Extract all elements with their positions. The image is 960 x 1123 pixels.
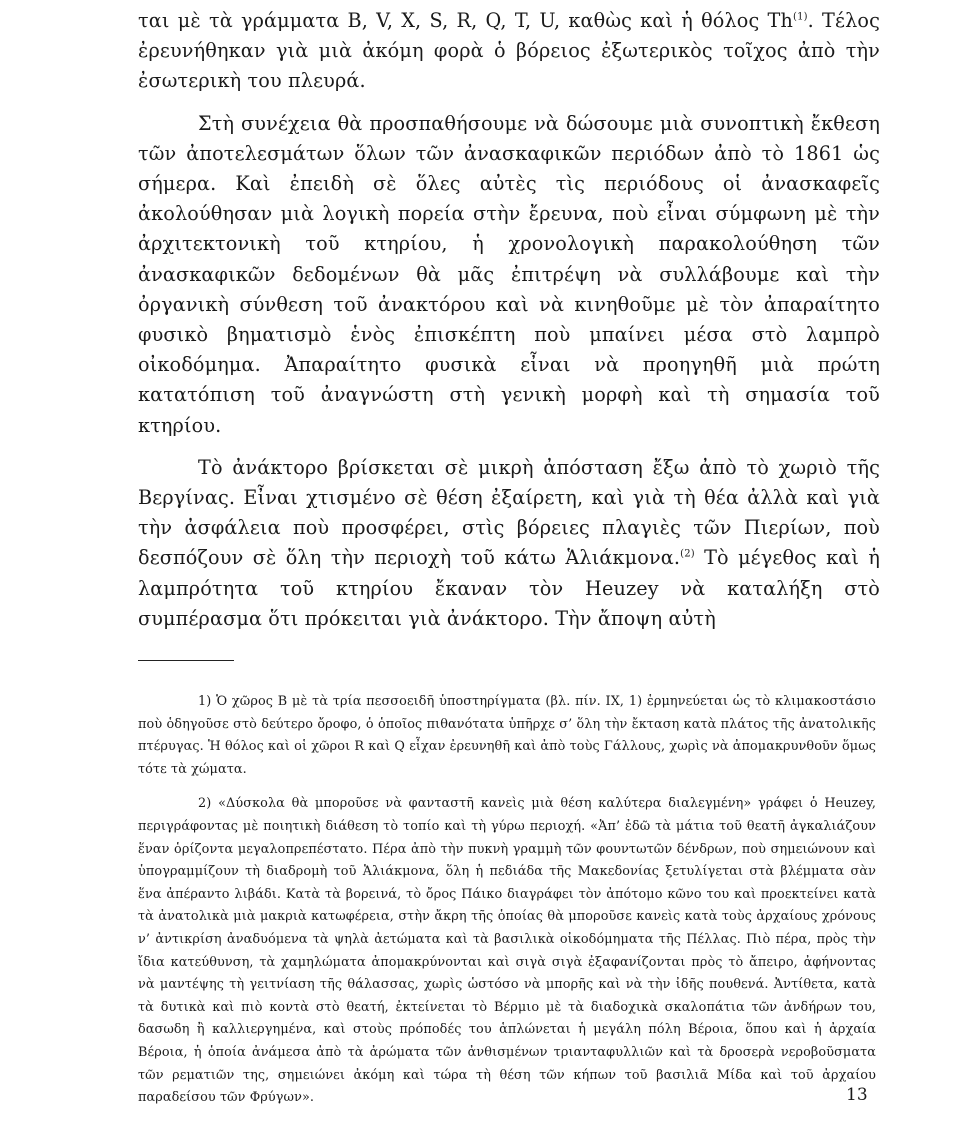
footnote-separator [138, 660, 234, 661]
paragraph-3 [138, 453, 880, 634]
page-number: 13 [846, 1085, 868, 1105]
footnote-ref-1[interactable]: (1) [793, 11, 808, 23]
paragraph-1 [138, 6, 880, 97]
page [138, 6, 880, 1110]
paragraph-3-text: Τὸ ἀνάκτορο βρίσκεται σὲ μικρὴ ἀπόσταση ἔξω ἀπὸ τὸ χωριὸ τῆς Βεργίνας. Εἶναι χτισμένο σὲ θέση ἐξαίρετη, καὶ γιὰ τὴ θέα ἀλλὰ καὶ γιὰ τὴν ἀσφάλεια ποὺ προσφέρει, στὶς βόρειες πλαγιὲς τῶν Πιερίων, ποὺ δεσπόζουν σὲ ὅλη τὴν περιοχὴ τοῦ κάτω Ἁλιάκμονα. [138, 455, 880, 570]
footnotes [138, 691, 876, 1110]
footnote-1: 1) Ὁ χῶρος B μὲ τὰ τρία πεσσοειδῆ ὑποστηρίγματα (βλ. πίν. IX, 1) ἑρμηνεύεται ὡς τὸ κλιμακοστάσιο ποὺ ὁδηγοῦσε στὸ δεύτερο ὄροφο, ὁ ὁποῖος πιθανότατα ὑπῆρχε σ’ ὅλη τὴν ἔκταση κατὰ πλάτος τῆς ἀνατολικῆς πτέρυγας. Ἡ θόλος καὶ οἱ χῶροι R καὶ Q εἶχαν ἐρευνηθῆ καὶ ἀπὸ τοὺς Γάλλους, χωρὶς νὰ ἀπομακρυνθοῦν ὅμως τότε τὰ χώματα. [138, 694, 876, 777]
footnote-2: 2) «Δύσκολα θὰ μποροῦσε νὰ φανταστῆ κανεὶς μιὰ θέση καλύτερα διαλεγμένη» γράφει ὁ Heuzey, περιγράφοντας μὲ ποιητικὴ διάθεση τὸ τοπίο καὶ τὴ γύρω περιοχή. «Ἀπ’ ἐδῶ τὰ μάτια τοῦ θεατῆ ἀγκαλιάζουν ἕναν ὁρίζοντα μεγαλοπρεπέστατο. Πέρα ἀπὸ τὴν πυκνὴ γραμμὴ τῶν φουντωτῶν δένδρων, ποὺ σημειώνουν καὶ ὑπογραμμίζουν τὴ διαδρομὴ τοῦ Ἁλιάκμονα, ὅλη ἡ πεδιάδα τῆς Μακεδονίας ξετυλίγεται στὰ βλέμματα σὰν ἕνα ἀπέραντο λιβάδι. Κατὰ τὰ βορεινά, τὸ ὄρος Πάικο διαγράφει τὸν ἀπότομο κῶνο του καὶ προεκτείνει κατὰ τὰ ἀνατολικὰ μιὰ μακριὰ κατωφέρεια, στὴν ἄκρη τῆς ὁποίας θὰ μποροῦσε κανεὶς κατὰ τοὺς ἀρχαίους χρόνους ν’ ἀντικρίση ἀναδυόμενα τὰ ψηλὰ ἀετώματα καὶ τὰ βασιλικὰ οἰκοδόμηματα τῆς Πέλλας. Πιὸ πέρα, πρὸς τὴν ἴδια κατεύθυνση, τὰ χαμηλώματα ἀπομακρύνονται καὶ σιγὰ σιγὰ ἐξαφανίζονται πρὸς τὸ ἄπειρο, ἀφήνοντας νὰ μαντέψης τὴ γειτνίαση τῆς θάλασσας, χωρὶς ὡστόσο νὰ μπορῆς καὶ νὰ τὴν ἰδῆς πουθενά. Ἀντίθετα, κατὰ τὰ δυτικὰ καὶ πιὸ κοντὰ στὸ θεατή, ἐκτείνεται τὸ Βέρμιο μὲ τὰ διαδοχικὰ σκαλοπάτια τῶν ἀνδήρων του, δασωδη ἢ καλλιεργημένα, καὶ στοὺς πρόποδές του ἁπλώνεται ἡ μεγάλη πόλη Βέροια, ὅπου καὶ ἡ ἀρχαία Βέροια, ἡ ὁποία ἀνάμεσα ἀπὸ τὰ ἀρώματα τῶν ἀνθισμένων τριανταφυλλιῶν καὶ τὰ δροσερὰ νεροβοῦσματα τῶν ρεματιῶν της, σημειώνει ἀκόμη καὶ τώρα τὴ θέση τῶν κήπων τοῦ βασιλιᾶ Μίδα καὶ τοῦ ἀρχαίου παραδείσου τῶν Φρύγων». [138, 796, 876, 1106]
paragraph-2: Στὴ συνέχεια θὰ προσπαθήσουμε νὰ δώσουμε μιὰ συνοπτικὴ ἔκθεση τῶν ἀποτελεσμάτων ὅλων τῶν ἀνασκαφικῶν περιόδων ἀπὸ τὸ 1861 ὡς σήμερα. Καὶ ἐπειδὴ σὲ ὅλες αὐτὲς τὶς περιόδους οἱ ἀνασκαφεῖς ἀκολούθησαν μιὰ λογικὴ πορεία στὴν ἔρευνα, ποὺ εἶναι σύμφωνη μὲ τὴν ἀρχιτεκτονικὴ τοῦ κτηρίου, ἡ χρονολογικὴ παρακολούθηση τῶν ἀνασκαφικῶν δεδομένων θὰ μᾶς ἐπιτρέψη νὰ συλλάβουμε καὶ τὴν ὀργανικὴ σύνθεση τοῦ ἀνακτόρου καὶ νὰ κινηθοῦμε μὲ τὸν ἀπαραίτητο φυσικὸ βηματισμὸ ἑνὸς ἐπισκέπτη ποὺ μπαίνει μέσα στὸ λαμπρὸ οἰκοδόμημα. Ἀπαραίτητο φυσικὰ εἶναι νὰ προηγηθῆ μιὰ πρώτη κατατόπιση τοῦ ἀναγνώστη στὴ γενικὴ μορφὴ καὶ τὴ σημασία τοῦ κτηρίου. [138, 111, 880, 437]
paragraph-1-text: ται μὲ τὰ γράμματα B, V, X, S, R, Q, T, U, καθὼς καὶ ἡ θόλος Th [138, 9, 794, 32]
paragraph-1-text-cont: . Τέλος ἐρευνήθηκαν γιὰ μιὰ ἀκόμη φορὰ ὁ βόρειος ἐξωτερικὸς τοῖχος ἀπὸ τὴν ἐσωτερικὴ του πλευρά. [138, 9, 881, 93]
paragraph-3-text-cont: Τὸ μέγεθος καὶ ἡ λαμπρότητα τοῦ κτηρίου ἔκαναν τὸν Heuzey νὰ καταλήξη στὸ συμπέρασμα ὅτι πρόκειται γιὰ ἀνάκτορο. Τὴν ἄποψη αὐτὴ [138, 546, 880, 630]
main-text [138, 6, 880, 634]
footnote-ref-2[interactable]: (2) [680, 549, 695, 561]
